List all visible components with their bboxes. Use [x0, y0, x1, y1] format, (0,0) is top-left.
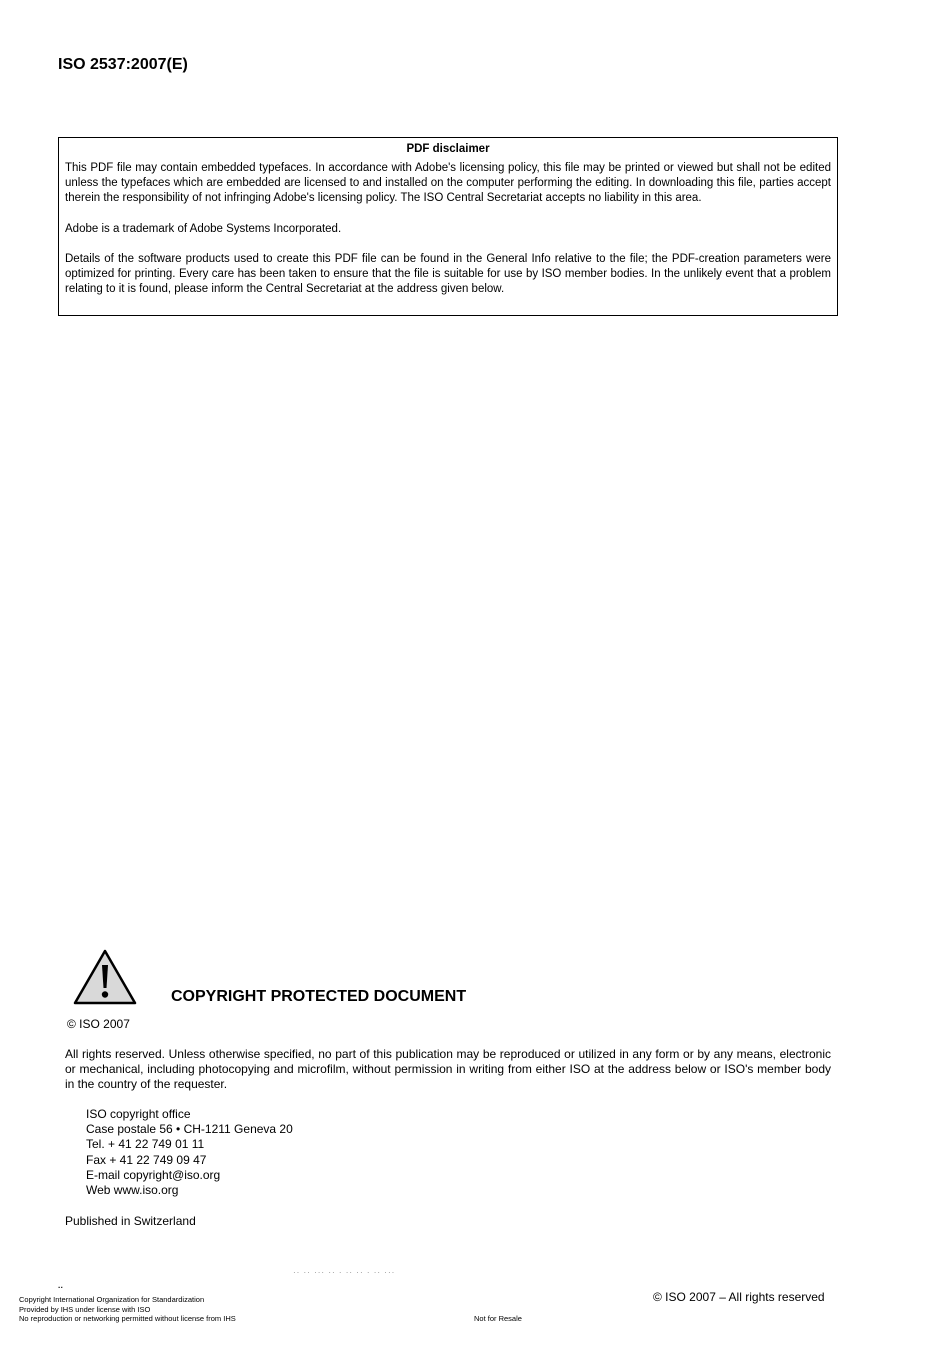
scan-artifact: ·· ·· ··· ·· · ·· ·· · ·· ··· — [293, 1268, 396, 1277]
warning-triangle-icon — [72, 948, 138, 1006]
address-office: ISO copyright office — [86, 1107, 191, 1121]
disclaimer-paragraph: Adobe is a trademark of Adobe Systems Incorporated. — [65, 222, 342, 235]
copyright-year: © ISO 2007 — [67, 1017, 130, 1031]
address-postal: Case postale 56 • CH-1211 Geneva 20 — [86, 1122, 293, 1137]
disclaimer-paragraph: This PDF file may contain embedded typefaces. In accordance with Adobe's licensing policy, this file may be printed or viewed but shall not be edited unless the typefaces which are embedded are licensed to and installed on the computer performing the editing. In downloading this file, parties accept therein the responsibility of not infringing Adobe's licensing policy. The ISO Central Secretariat accepts no liability in this area. — [65, 162, 831, 205]
rights-statement: All rights reserved. Unless otherwise specified, no part of this publication may be reproduced or utilized in any form or by any means, electronic or mechanical, including photocopying and microfilm, without permission in writing from either ISO at the address below or ISO's member body in the country of the requester. — [65, 1047, 831, 1092]
disclaimer-paragraph: Details of the software products used to create this PDF file can be found in the General Info relative to the file; the PDF-creation parameters were optimized for printing. Every care has been taken to ensure that the file is suitable for use by ISO member bodies. In the unlikely event that a problem relating to it is found, please inform the Central Secretariat at the address given below. — [65, 252, 831, 296]
license-line: Provided by IHS under license with ISO — [19, 1304, 151, 1314]
not-for-resale-label: Not for Resale — [474, 1314, 522, 1323]
disclaimer-title: PDF disclaimer — [406, 143, 490, 155]
dots-artifact: ·· — [58, 1283, 64, 1292]
license-line: No reproduction or networking permitted without license from IHS — [19, 1314, 236, 1323]
iso-address-block — [86, 1107, 293, 1198]
license-notice — [19, 1295, 236, 1324]
address-email: E-mail copyright@iso.org — [86, 1167, 221, 1182]
published-location: Published in Switzerland — [65, 1214, 196, 1228]
pdf-disclaimer-box — [58, 137, 838, 316]
address-fax: Fax + 41 22 749 09 47 — [86, 1152, 207, 1167]
address-tel: Tel. + 41 22 749 01 11 — [86, 1137, 205, 1152]
license-line: Copyright International Organization for Standardization — [19, 1295, 205, 1304]
address-web: Web www.iso.org — [86, 1183, 179, 1198]
document-id: ISO 2537:2007(E) — [58, 56, 188, 73]
copyright-heading: COPYRIGHT PROTECTED DOCUMENT — [171, 988, 467, 1005]
footer-copyright: © ISO 2007 – All rights reserved — [653, 1290, 825, 1304]
